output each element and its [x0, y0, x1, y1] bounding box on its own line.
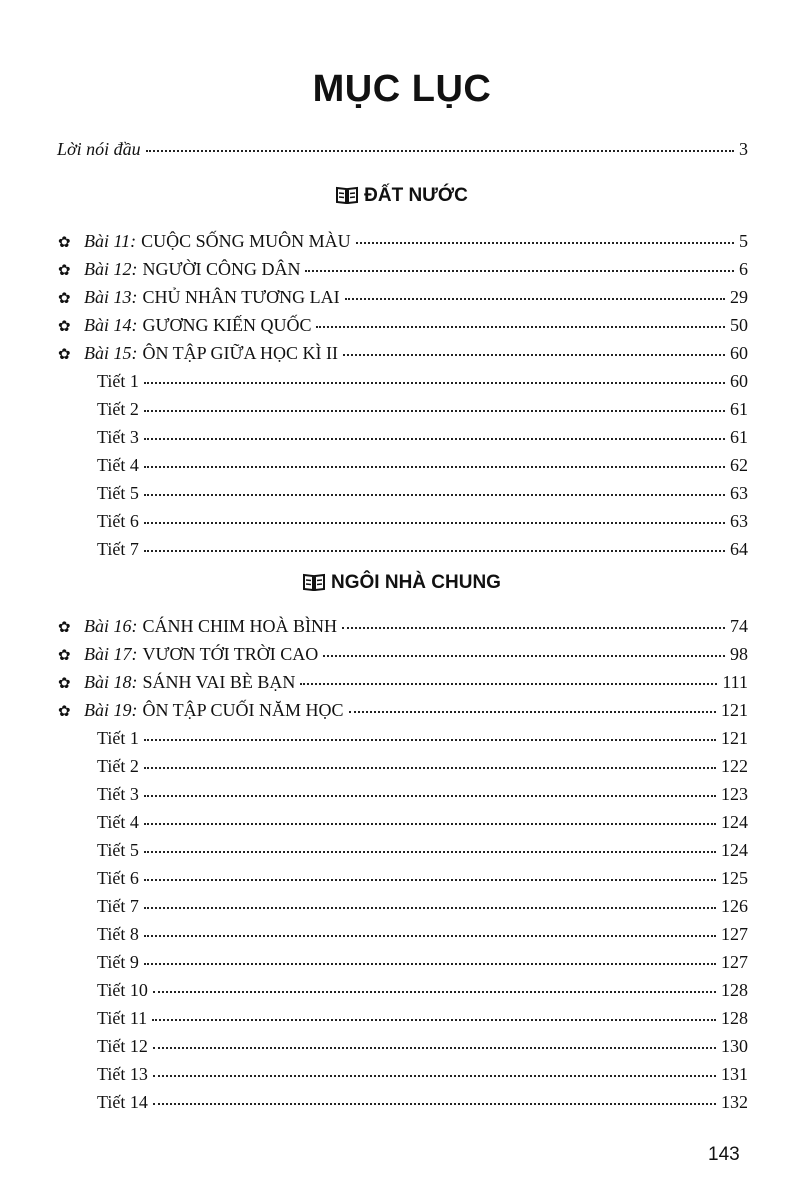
entry-label: Lời nói đầu — [57, 139, 141, 159]
dot-leader — [144, 879, 716, 881]
dot-leader — [153, 1075, 716, 1077]
entry-page: 64 — [730, 539, 748, 559]
dot-leader — [342, 627, 725, 629]
entry-page: 124 — [721, 812, 748, 832]
dot-leader — [144, 494, 725, 496]
entry-page: 121 — [721, 728, 748, 748]
period-label: Tiết 2 — [97, 399, 139, 419]
toc-entry-period — [97, 508, 748, 534]
toc-entry-period — [97, 809, 748, 835]
toc-entry-period — [97, 536, 748, 562]
toc-entry-lesson — [58, 613, 748, 639]
flower-bullet-icon: ✿ — [58, 704, 71, 720]
entry-page: 98 — [730, 644, 748, 664]
entry-page: 128 — [721, 980, 748, 1000]
entry-page: 29 — [730, 287, 748, 307]
period-label: Tiết 6 — [97, 511, 139, 531]
dot-leader — [144, 963, 716, 965]
dot-leader — [144, 466, 725, 468]
section-heading — [0, 183, 804, 209]
period-label: Tiết 7 — [97, 896, 139, 916]
toc-entry-lesson — [58, 669, 748, 695]
dot-leader — [152, 1019, 716, 1021]
entry-page: 61 — [730, 427, 748, 447]
toc-entry-period — [97, 865, 748, 891]
period-label: Tiết 3 — [97, 784, 139, 804]
dot-leader — [144, 739, 716, 741]
period-label: Tiết 5 — [97, 483, 139, 503]
toc-entry-period — [97, 781, 748, 807]
entry-page: 6 — [739, 259, 748, 279]
dot-leader — [144, 522, 725, 524]
period-label: Tiết 12 — [97, 1036, 148, 1056]
flower-bullet-icon: ✿ — [58, 263, 71, 279]
lesson-title: NGƯỜI CÔNG DÂN — [142, 259, 301, 279]
lesson-title: CÁNH CHIM HOÀ BÌNH — [142, 616, 338, 636]
dot-leader — [144, 795, 716, 797]
page-title: MỤC LỤC — [312, 68, 492, 110]
dot-leader — [144, 935, 716, 937]
dot-leader — [153, 1047, 716, 1049]
toc-entry-period — [97, 368, 748, 394]
dot-leader — [300, 683, 717, 685]
entry-page: 50 — [730, 315, 748, 335]
dot-leader — [343, 354, 725, 356]
lesson-number: Bài 19: — [84, 700, 138, 720]
toc-entry-intro — [57, 136, 748, 162]
dot-leader — [144, 410, 725, 412]
period-label: Tiết 1 — [97, 371, 139, 391]
period-label: Tiết 14 — [97, 1092, 148, 1112]
period-label: Tiết 4 — [97, 812, 139, 832]
entry-page: 126 — [721, 896, 748, 916]
page-number: 143 — [708, 1144, 740, 1165]
dot-leader — [153, 1103, 716, 1105]
toc-entry-period — [97, 921, 748, 947]
toc-entry-lesson — [58, 312, 748, 338]
entry-page: 60 — [730, 371, 748, 391]
dot-leader — [144, 550, 725, 552]
toc-entry-period — [97, 1033, 748, 1059]
entry-page: 111 — [722, 672, 748, 692]
lesson-title: GƯƠNG KIẾN QUỐC — [142, 315, 312, 335]
toc-entry-period — [97, 480, 748, 506]
entry-page: 122 — [721, 756, 748, 776]
lesson-number: Bài 15: — [84, 343, 138, 363]
entry-page: 127 — [721, 924, 748, 944]
flower-bullet-icon: ✿ — [58, 648, 71, 664]
toc-entry-period — [97, 753, 748, 779]
entry-page: 128 — [721, 1008, 748, 1028]
period-label: Tiết 11 — [97, 1008, 148, 1028]
lesson-number: Bài 11: — [84, 231, 137, 251]
section-name: ĐẤT NƯỚC — [364, 185, 468, 206]
dot-leader — [323, 655, 725, 657]
entry-page: 3 — [739, 139, 748, 159]
toc-entry-period — [97, 893, 748, 919]
toc-entry-lesson — [58, 228, 748, 254]
dot-leader — [349, 711, 716, 713]
entry-page: 125 — [721, 868, 748, 888]
entry-page: 5 — [739, 231, 748, 251]
period-label: Tiết 4 — [97, 455, 139, 475]
dot-leader — [345, 298, 725, 300]
lesson-number: Bài 14: — [84, 315, 138, 335]
period-label: Tiết 6 — [97, 868, 139, 888]
lesson-number: Bài 16: — [84, 616, 138, 636]
toc-entry-lesson — [58, 697, 748, 723]
flower-bullet-icon: ✿ — [58, 235, 71, 251]
toc-entry-period — [97, 452, 748, 478]
toc-entry-lesson — [58, 340, 748, 366]
toc-entry-period — [97, 725, 748, 751]
period-label: Tiết 9 — [97, 952, 139, 972]
dot-leader — [153, 991, 716, 993]
flower-bullet-icon: ✿ — [58, 347, 71, 363]
entry-page: 62 — [730, 455, 748, 475]
period-label: Tiết 8 — [97, 924, 139, 944]
entry-page: 63 — [730, 511, 748, 531]
section-name: NGÔI NHÀ CHUNG — [331, 572, 501, 593]
lesson-number: Bài 18: — [84, 672, 138, 692]
flower-bullet-icon: ✿ — [58, 291, 71, 307]
flower-bullet-icon: ✿ — [58, 676, 71, 692]
lesson-number: Bài 12: — [84, 259, 138, 279]
dot-leader — [144, 823, 716, 825]
toc-entry-period — [97, 949, 748, 975]
dot-leader — [305, 270, 734, 272]
lesson-title: ÔN TẬP GIỮA HỌC KÌ II — [142, 343, 338, 363]
dot-leader — [144, 438, 725, 440]
entry-page: 63 — [730, 483, 748, 503]
toc-entry-period — [97, 1061, 748, 1087]
toc-entry-lesson — [58, 641, 748, 667]
open-book-icon — [303, 573, 325, 591]
open-book-icon — [336, 186, 358, 204]
dot-leader — [316, 326, 725, 328]
dot-leader — [356, 242, 734, 244]
lesson-title: SÁNH VAI BÈ BẠN — [142, 672, 296, 692]
period-label: Tiết 13 — [97, 1064, 148, 1084]
toc-entry-lesson — [58, 256, 748, 282]
lesson-number: Bài 13: — [84, 287, 138, 307]
entry-page: 124 — [721, 840, 748, 860]
dot-leader — [146, 150, 734, 152]
dot-leader — [144, 382, 725, 384]
dot-leader — [144, 907, 716, 909]
entry-page: 61 — [730, 399, 748, 419]
entry-page: 60 — [730, 343, 748, 363]
period-label: Tiết 1 — [97, 728, 139, 748]
entry-page: 127 — [721, 952, 748, 972]
toc-entry-period — [97, 1005, 748, 1031]
entry-page: 132 — [721, 1092, 748, 1112]
toc-entry-lesson — [58, 284, 748, 310]
lesson-number: Bài 17: — [84, 644, 138, 664]
flower-bullet-icon: ✿ — [58, 319, 71, 335]
period-label: Tiết 7 — [97, 539, 139, 559]
entry-page: 74 — [730, 616, 748, 636]
entry-page: 130 — [721, 1036, 748, 1056]
toc-entry-period — [97, 1089, 748, 1115]
lesson-title: VƯƠN TỚI TRỜI CAO — [142, 644, 319, 664]
dot-leader — [144, 851, 716, 853]
lesson-title: CHỦ NHÂN TƯƠNG LAI — [142, 287, 340, 307]
period-label: Tiết 5 — [97, 840, 139, 860]
lesson-title: ÔN TẬP CUỐI NĂM HỌC — [142, 700, 344, 720]
toc-entry-period — [97, 396, 748, 422]
toc-entry-period — [97, 977, 748, 1003]
flower-bullet-icon: ✿ — [58, 620, 71, 636]
entry-page: 121 — [721, 700, 748, 720]
dot-leader — [144, 767, 716, 769]
entry-page: 123 — [721, 784, 748, 804]
toc-entry-period — [97, 837, 748, 863]
period-label: Tiết 3 — [97, 427, 139, 447]
period-label: Tiết 10 — [97, 980, 148, 1000]
period-label: Tiết 2 — [97, 756, 139, 776]
section-heading — [0, 570, 804, 596]
toc-entry-period — [97, 424, 748, 450]
lesson-title: CUỘC SỐNG MUÔN MÀU — [141, 231, 351, 251]
entry-page: 131 — [721, 1064, 748, 1084]
